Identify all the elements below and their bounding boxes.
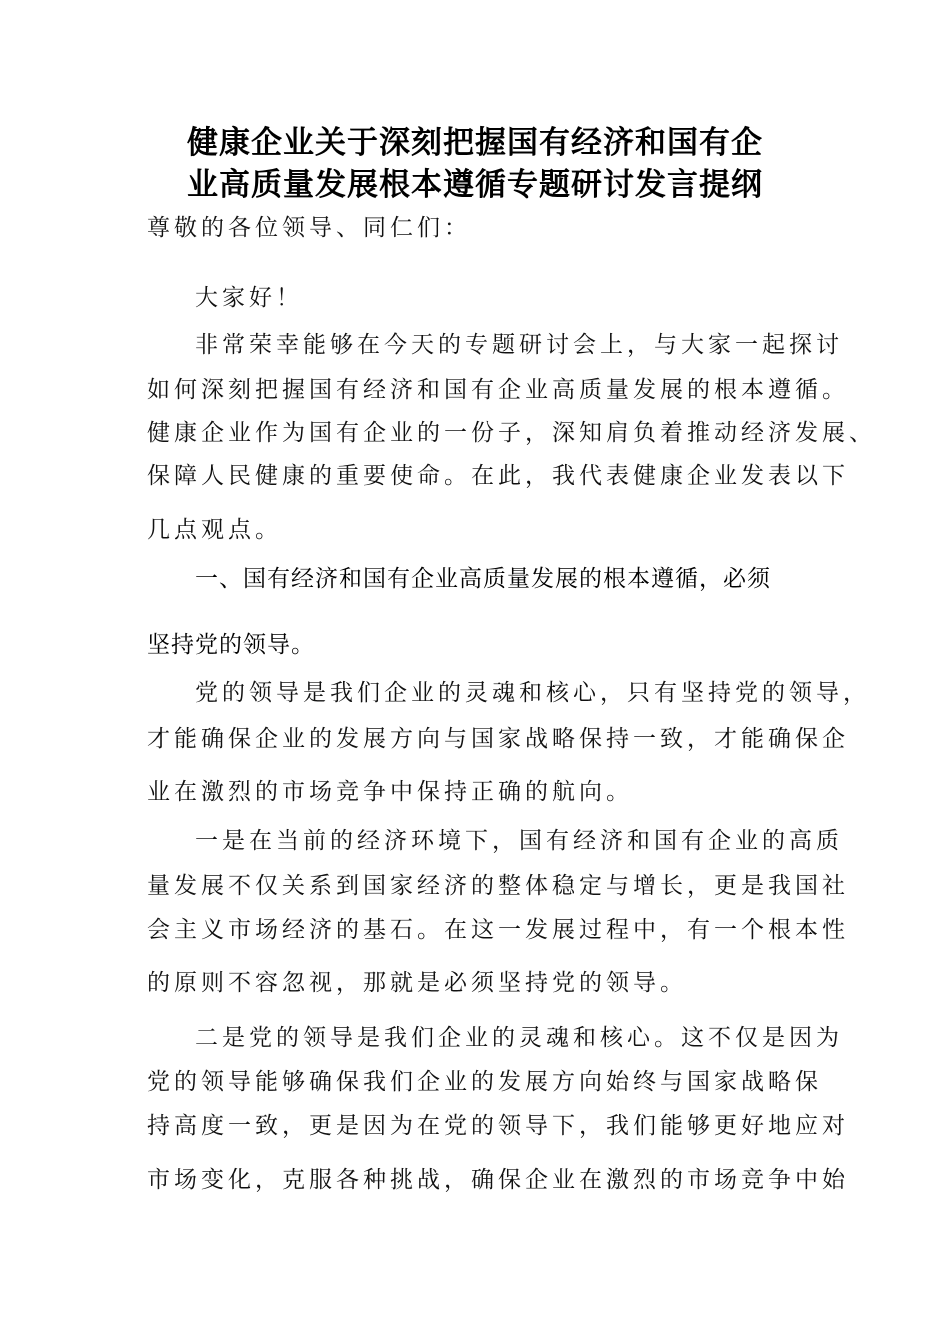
salutation: 尊敬的各位领导、同仁们： bbox=[147, 215, 471, 241]
title-line-1: 健康企业关于深刻把握国有经济和国有企 bbox=[187, 125, 763, 161]
greeting: 大家好！ bbox=[195, 285, 303, 311]
para-3-line-1: 二是党的领导是我们企业的灵魂和核心。这不仅是因为 bbox=[195, 1025, 843, 1051]
section-1-heading-line-1: 一、国有经济和国有企业高质量发展的根本遵循，必须 bbox=[195, 566, 771, 592]
para-2-line-3: 会主义市场经济的基石。在这一发展过程中，有一个根本性 bbox=[147, 917, 849, 943]
document-title bbox=[120, 122, 830, 206]
section-1-heading-line-2: 坚持党的领导。 bbox=[147, 632, 315, 658]
intro-line-4: 保障人民健康的重要使命。在此，我代表健康企业发表以下 bbox=[147, 463, 849, 489]
para-2-line-2: 量发展不仅关系到国家经济的整体稳定与增长，更是我国社 bbox=[147, 873, 849, 899]
para-1-line-1: 党的领导是我们企业的灵魂和核心，只有坚持党的领导， bbox=[195, 680, 870, 706]
para-1-line-3: 业在激烈的市场竞争中保持正确的航向。 bbox=[147, 779, 633, 805]
intro-line-2: 如何深刻把握国有经济和国有企业高质量发展的根本遵循。 bbox=[147, 377, 849, 403]
para-3-line-3: 持高度一致，更是因为在党的领导下，我们能够更好地应对 bbox=[147, 1113, 849, 1139]
para-3-line-2: 党的领导能够确保我们企业的发展方向始终与国家战略保 bbox=[147, 1069, 822, 1095]
intro-line-1: 非常荣幸能够在今天的专题研讨会上，与大家一起探讨 bbox=[195, 332, 843, 358]
para-3-line-4: 市场变化，克服各种挑战，确保企业在激烈的市场竞争中始 bbox=[147, 1167, 849, 1193]
para-1-line-2: 才能确保企业的发展方向与国家战略保持一致，才能确保企 bbox=[147, 726, 849, 752]
title-line-2: 业高质量发展根本遵循专题研讨发言提纲 bbox=[187, 167, 763, 203]
intro-line-5: 几点观点。 bbox=[147, 517, 282, 543]
intro-line-3: 健康企业作为国有企业的一份子，深知肩负着推动经济发展、 bbox=[147, 420, 876, 446]
para-2-line-4: 的原则不容忽视，那就是必须坚持党的领导。 bbox=[147, 970, 687, 996]
para-2-line-1: 一是在当前的经济环境下，国有经济和国有企业的高质 bbox=[195, 828, 843, 854]
